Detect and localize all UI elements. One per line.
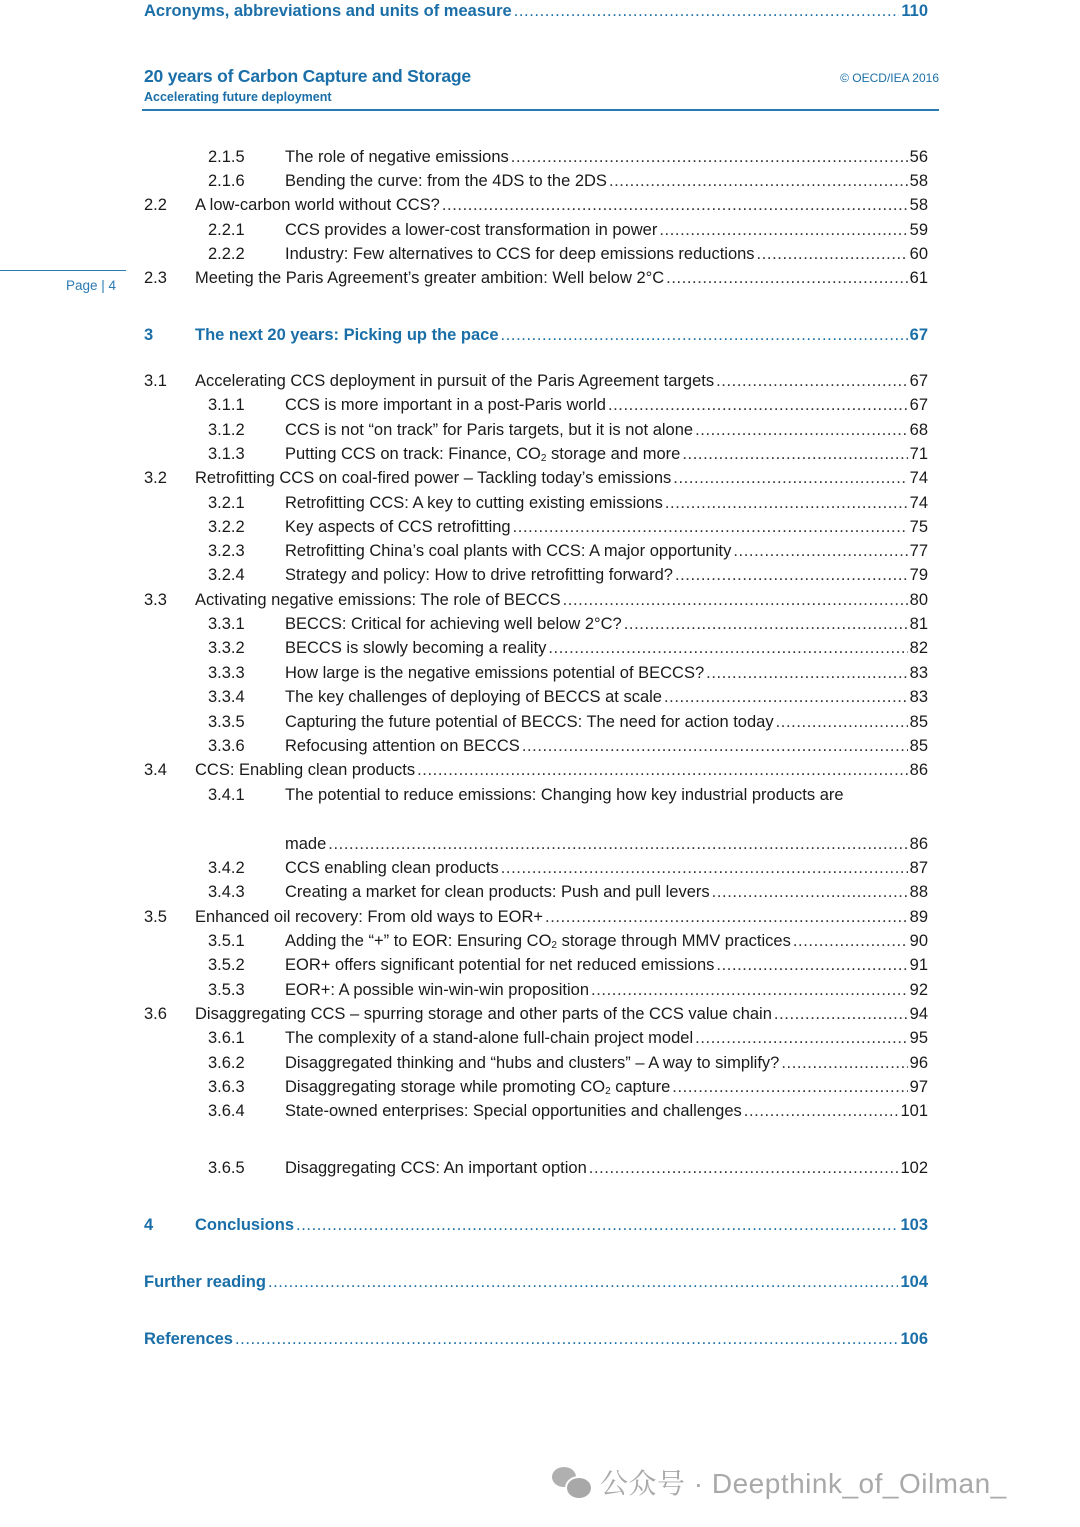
toc-page-number: 67 [909,326,928,344]
dot-leader [793,930,908,952]
toc-entry-number: 2.2.1 [208,221,245,239]
toc-entry-number: 3.2.2 [208,518,245,536]
dot-leader [781,1052,907,1074]
toc-entry-number: 3.6.4 [208,1102,245,1120]
toc-page-number: 81 [909,615,928,633]
toc-entry-title: Putting CCS on track: Finance, $CO_2$ storage and more [285,445,681,464]
toc-entry-number: 3.6.1 [208,1029,245,1047]
toc-entry-number: 3.2.1 [208,494,245,512]
toc-entry[interactable] [144,759,928,781]
toc-entry-title: The role of negative emissions [285,148,509,166]
toc-entry-number: 2.2 [144,196,167,214]
dot-leader [514,0,900,22]
dot-leader [682,443,907,465]
toc-entry-title: Disaggregating CCS: An important option [285,1159,587,1177]
dot-leader [513,516,908,538]
toc-entry[interactable] [144,1052,928,1074]
toc-entry-title: EOR+: A possible win-win-win proposition [285,981,590,999]
toc-entry[interactable] [144,194,928,216]
toc-entry-number: 2.2.2 [208,245,245,263]
toc-entry-title: EOR+ offers significant potential for net reduced emissions [285,956,715,974]
toc-entry[interactable] [144,735,928,757]
toc-entry-title: Capturing the future potential of BECCS: The need for action today [285,713,774,731]
toc-entry[interactable] [144,1157,928,1179]
toc-entry-number: 3.1 [144,372,167,390]
toc-entry[interactable] [144,1100,928,1122]
toc-entry-title: Industry: Few alternatives to CCS for deep emissions reductions [285,245,755,263]
dot-leader [296,1214,898,1236]
toc-entry-number: 3.1.2 [208,421,245,439]
toc-page-number: 82 [909,639,928,657]
toc-entry[interactable] [144,267,928,289]
dot-leader [733,540,907,562]
toc-entry[interactable] [144,881,928,903]
toc-entry[interactable] [144,784,928,806]
toc-page-number: 56 [909,148,928,166]
toc-entry-number: 3.3.5 [208,713,245,731]
toc-entry-number: 3.6 [144,1005,167,1023]
toc-entry-title: Refocusing attention on BECCS [285,737,520,755]
toc-page-number: 91 [909,956,928,974]
dot-leader [776,711,908,733]
toc-entry[interactable] [144,443,928,465]
toc-entry[interactable] [144,467,928,489]
toc-entry-number: 2.1.6 [208,172,245,190]
toc-entry-title: CCS provides a lower-cost transformation in power [285,221,658,239]
toc-page-number: 95 [909,1029,928,1047]
toc-entry-title: CCS enabling clean products [285,859,499,877]
toc-page-number: 74 [909,469,928,487]
toc-entry[interactable] [144,906,928,928]
dot-leader [501,857,908,879]
toc-entry[interactable] [144,589,928,611]
toc-entry-number: 3.5.1 [208,932,245,950]
toc-page-number: 58 [909,196,928,214]
toc-entry[interactable] [144,516,928,538]
toc-entry-number: 3 [144,326,154,344]
toc-page-number: 59 [909,221,928,239]
toc-page-number: 88 [909,883,928,901]
toc-entry-title: BECCS is slowly becoming a reality [285,639,547,657]
toc-entry-number: 3.2 [144,469,167,487]
toc-entry-title: Disaggregating CCS – spurring storage and other parts of the CCS value chain [195,1005,772,1023]
dot-leader [417,759,908,781]
toc-page-number: 96 [909,1054,928,1072]
dot-leader [609,170,908,192]
toc-entry[interactable] [144,243,928,265]
toc-page-number: 68 [909,421,928,439]
dot-leader [608,394,908,416]
toc-entry[interactable] [144,613,928,635]
toc-page-number: 103 [900,1216,928,1234]
document-title: 20 years of Carbon Capture and Storage [144,66,471,86]
toc-entry[interactable] [144,492,928,514]
toc-entry[interactable] [144,170,928,192]
page-margin-divider [0,270,126,271]
toc-entry-number: 3.1.3 [208,445,245,463]
toc-entry[interactable] [144,0,928,22]
toc-entry-title: Key aspects of CCS retrofitting [285,518,511,536]
toc-page-number: 90 [909,932,928,950]
toc-entry-title: The next 20 years: Picking up the pace [195,326,499,344]
toc-entry-number: 3.4.2 [208,859,245,877]
toc-entry-title: Further reading [144,1273,266,1291]
dot-leader [666,267,908,289]
toc-page-number: 67 [909,372,928,390]
dot-leader [675,564,908,586]
toc-entry-number: 3.3.1 [208,615,245,633]
dot-leader [624,613,908,635]
watermark [552,1462,1007,1502]
toc-entry-title: State-owned enterprises: Special opportunities and challenges [285,1102,742,1120]
dot-leader [706,662,908,684]
toc-entry-title: Meeting the Paris Agreement’s greater ambition: Well below 2°C [195,269,665,287]
toc-page-number: 83 [909,688,928,706]
dot-leader [235,1328,898,1350]
toc-entry[interactable] [144,1214,928,1236]
toc-entry[interactable] [144,1027,928,1049]
toc-entry-number: 3.3.2 [208,639,245,657]
toc-page-number: 79 [909,566,928,584]
toc-entry-number: 3.6.5 [208,1159,245,1177]
toc-entry-number: 3.4.3 [208,883,245,901]
toc-entry-title: Disaggregating storage while promoting $CO_2$ capture [285,1078,671,1097]
dot-leader [268,1271,899,1293]
toc-entry-number: 3.3.4 [208,688,245,706]
toc-page-number: 60 [909,245,928,263]
toc-entry[interactable] [144,662,928,684]
toc-page-number: 83 [909,664,928,682]
toc-entry-title: A low-carbon world without CCS? [195,196,440,214]
toc-entry-title: Accelerating CCS deployment in pursuit of the Paris Agreement targets [195,372,715,390]
dot-leader [545,906,908,928]
toc-entry-title: CCS is more important in a post-Paris world [285,396,606,414]
toc-entry-number: 3.6.3 [208,1078,245,1096]
toc-entry-title: The key challenges of deploying of BECCS at scale [285,688,662,706]
toc-page-number: 86 [909,761,928,779]
dot-leader [659,219,907,241]
toc-page-number: 104 [900,1273,928,1291]
toc-entry[interactable] [144,686,928,708]
toc-entry-number: 2.3 [144,269,167,287]
toc-entry-number: 4 [144,1216,154,1234]
toc-entry-title: CCS: Enabling clean products [195,761,416,779]
toc-entry-title: made [285,835,327,853]
toc-entry-number: 3.5.3 [208,981,245,999]
toc-page-number: 71 [909,445,928,463]
dot-leader [695,419,908,441]
toc-entry-number: 3.4 [144,761,167,779]
toc-entry-title: Activating negative emissions: The role of BECCS [195,591,561,609]
toc-entry[interactable] [144,540,928,562]
toc-entry[interactable] [144,979,928,1001]
dot-leader [665,492,908,514]
toc-page-number: 67 [909,396,928,414]
dot-leader [774,1003,908,1025]
toc-page-number: 87 [909,859,928,877]
toc-page-number: 89 [909,908,928,926]
toc-entry-number: 3.5 [144,908,167,926]
toc-page-number: 77 [909,542,928,560]
toc-entry-number: 3.2.4 [208,566,245,584]
toc-entry[interactable] [144,419,928,441]
dot-leader [591,979,908,1001]
dot-leader [744,1100,899,1122]
toc-entry-number: 3.2.3 [208,542,245,560]
dot-leader [501,324,908,346]
toc-entry-title: The potential to reduce emissions: Changing how key industrial products are [285,786,844,804]
toc-entry[interactable] [144,1271,928,1293]
toc-entry[interactable] [144,637,928,659]
toc-page-number: 85 [909,737,928,755]
toc-entry-title: Enhanced oil recovery: From old ways to EOR+ [195,908,544,926]
toc-page-number: 85 [909,713,928,731]
toc-page-number: 86 [909,835,928,853]
toc-entry-title: Retrofitting CCS on coal-fired power – Tackling today’s emissions [195,469,672,487]
toc-entry[interactable] [144,324,928,346]
toc-entry-title: Retrofitting China’s coal plants with CCS: A major opportunity [285,542,732,560]
toc-entry-number: 3.3.3 [208,664,245,682]
toc-page-number: 106 [900,1330,928,1348]
toc-entry[interactable] [144,1328,928,1350]
dot-leader [563,589,908,611]
toc-entry-title: BECCS: Critical for achieving well below 2°C? [285,615,622,633]
dot-leader [716,370,908,392]
toc-entry-number: 3.1.1 [208,396,245,414]
toc-entry-title: References [144,1330,233,1348]
toc-entry-title: Adding the “+” to EOR: Ensuring $CO_2$ storage through MMV practices [285,932,791,951]
toc-entry[interactable] [144,394,928,416]
dot-leader [673,467,907,489]
toc-entry-title: Strategy and policy: How to drive retrofitting forward? [285,566,673,584]
toc-entry-number: 3.3.6 [208,737,245,755]
toc-entry-title: Retrofitting CCS: A key to cutting existing emissions [285,494,663,512]
toc-entry-number: 2.1.5 [208,148,245,166]
copyright-notice: © OECD/IEA 2016 [840,71,939,85]
page-number: Page | 4 [66,278,117,293]
toc-entry-number: 3.6.2 [208,1054,245,1072]
watermark-text: 公众号 · Deepthink_of_Oilman_ [600,1468,1007,1499]
toc-page-number: 61 [909,269,928,287]
dot-leader [672,1076,907,1098]
dot-leader [442,194,908,216]
toc-entry-title: Conclusions [195,1216,295,1234]
toc-entry[interactable] [144,370,928,392]
toc-entry[interactable] [144,219,928,241]
dot-leader [328,833,907,855]
toc-entry[interactable] [144,1076,928,1098]
toc-page-number: 97 [909,1078,928,1096]
toc-page-number: 102 [900,1159,928,1177]
dot-leader [695,1027,908,1049]
dot-leader [589,1157,899,1179]
toc-entry[interactable] [144,954,928,976]
toc-entry-title: CCS is not “on track” for Paris targets, but it is not alone [285,421,694,439]
dot-leader [511,146,908,168]
toc-page-number: 74 [909,494,928,512]
toc-entry-number: 3.3 [144,591,167,609]
toc-entry-number: 3.4.1 [208,786,245,804]
dot-leader [664,686,908,708]
toc-page-number: 80 [909,591,928,609]
dot-leader [716,954,907,976]
document-subtitle: Accelerating future deployment [144,90,332,104]
dot-leader [712,881,908,903]
toc-entry-number: 3.5.2 [208,956,245,974]
toc-page-number: 101 [900,1102,928,1120]
toc-page-number: 75 [909,518,928,536]
toc-page-number: 110 [901,2,928,20]
toc-entry-title: Bending the curve: from the 4DS to the 2DS [285,172,607,190]
toc-entry[interactable] [144,857,928,879]
toc-entry-continuation[interactable] [144,833,928,855]
toc-entry-title: Acronyms, abbreviations and units of measure [144,2,512,20]
wechat-icon [552,1465,592,1499]
toc-entry[interactable] [144,711,928,733]
toc-page-number: 94 [909,1005,928,1023]
toc-entry-title: How large is the negative emissions potential of BECCS? [285,664,705,682]
toc-entry[interactable] [144,146,928,168]
toc-entry[interactable] [144,564,928,586]
toc-entry-title: Disaggregated thinking and “hubs and clusters” – A way to simplify? [285,1054,780,1072]
toc-page-number: 58 [909,172,928,190]
dot-leader [548,637,907,659]
toc-entry-title: Creating a market for clean products: Push and pull levers [285,883,710,901]
running-header [144,66,939,104]
toc-entry[interactable] [144,930,928,952]
header-divider [142,109,939,111]
toc-entry[interactable] [144,1003,928,1025]
toc-entry-title: The complexity of a stand-alone full-chain project model [285,1029,694,1047]
toc-page-number: 92 [909,981,928,999]
dot-leader [757,243,908,265]
dot-leader [522,735,908,757]
